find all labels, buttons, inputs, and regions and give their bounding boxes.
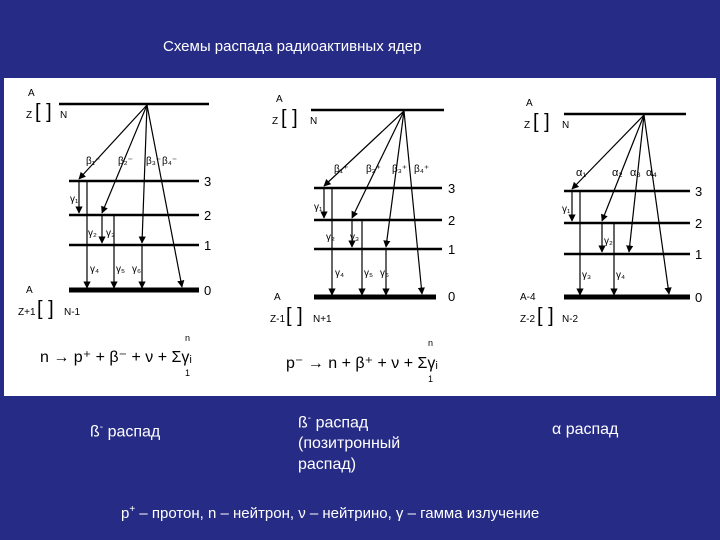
bp-gamma-label-6: γ₆ bbox=[380, 268, 390, 279]
bm-level-label-3: 3 bbox=[204, 174, 212, 189]
al-daughter-z: Z-2 bbox=[520, 314, 535, 325]
bp-daughter-z: Z-1 bbox=[270, 314, 285, 325]
caption-alpha: α распад bbox=[552, 421, 619, 438]
legend-rest: – протон, n – нейтрон, ν – нейтрино, γ – гамма излучение bbox=[135, 505, 540, 522]
caption-beta-minus-text: распад bbox=[103, 423, 161, 441]
bm-equation: n → p⁺ + β⁻ + ν + Σγᵢ bbox=[40, 349, 192, 366]
bp-equation: p⁻ → n + β⁺ + ν + Σγᵢ bbox=[286, 355, 438, 372]
bp-gamma-label-4: γ₄ bbox=[335, 268, 345, 279]
bm-parent-a: A bbox=[28, 88, 35, 99]
al-level-label-3: 3 bbox=[695, 184, 703, 199]
bm-gamma-label-4: γ₄ bbox=[90, 264, 100, 275]
legend-p: p bbox=[121, 505, 130, 522]
al-gamma-label-1: γ₁ bbox=[562, 204, 571, 215]
al-alpha-4-arrow bbox=[644, 115, 669, 294]
bm-beta-3-label: β₃⁻ bbox=[146, 156, 162, 167]
bm-parent-bracket: [ ] bbox=[35, 101, 52, 123]
al-parent-n: N bbox=[562, 120, 570, 131]
al-parent-a: A bbox=[526, 98, 533, 109]
slide-title: Схемы распада радиоактивных ядер bbox=[163, 38, 422, 55]
al-gamma-label-4: γ₄ bbox=[616, 270, 626, 281]
al-daughter-n: N-2 bbox=[562, 314, 579, 325]
caption-beta-plus-line1 bbox=[298, 408, 400, 433]
caption-beta-plus-line3: распад) bbox=[298, 456, 357, 474]
bm-parent-n: N bbox=[60, 110, 68, 121]
bp-parent-bracket: [ ] bbox=[281, 107, 298, 129]
bm-gamma-label-6: γ₆ bbox=[132, 264, 142, 275]
bp-daughter-n: N+1 bbox=[313, 314, 332, 325]
beta-minus-scheme bbox=[18, 88, 211, 378]
bm-daughter-z: Z+1 bbox=[18, 307, 36, 318]
al-level-label-0: 0 bbox=[695, 290, 703, 305]
caption-beta-plus-line2: (позитронный bbox=[298, 435, 401, 453]
bp-gamma-label-2: γ₂ bbox=[326, 232, 335, 243]
bm-beta-1-arrow bbox=[79, 105, 147, 179]
bm-gamma-label-1: γ₁ bbox=[70, 194, 79, 205]
al-parent-bracket: [ ] bbox=[533, 111, 550, 133]
al-gamma-label-3: γ₃ bbox=[582, 270, 592, 281]
caption-beta-minus bbox=[90, 417, 160, 442]
bp-beta-3-label: β₃⁺ bbox=[392, 164, 408, 175]
bm-sum-bottom: 1 bbox=[185, 368, 191, 378]
beta-plus-scheme bbox=[270, 94, 455, 384]
bp-beta-4-arrow bbox=[404, 111, 422, 294]
decay-schemes-panel bbox=[4, 78, 716, 396]
bm-gamma-label-5: γ₅ bbox=[116, 264, 126, 275]
al-alpha-2-label: α₂ bbox=[612, 167, 623, 179]
al-parent-z: Z bbox=[524, 120, 531, 131]
bp-daughter-bracket: [ ] bbox=[286, 305, 303, 327]
bm-level-label-0: 0 bbox=[204, 283, 212, 298]
bm-daughter-n: N-1 bbox=[64, 307, 81, 318]
bm-level-label-2: 2 bbox=[204, 208, 212, 223]
caption-beta-plus-text: распад bbox=[311, 414, 369, 432]
decay-schemes-svg bbox=[4, 78, 716, 396]
al-alpha-1-label: α₁ bbox=[576, 167, 587, 179]
caption-beta-plus bbox=[298, 408, 400, 475]
al-level-label-1: 1 bbox=[695, 247, 703, 262]
bp-beta-3-arrow bbox=[386, 111, 404, 247]
bp-sum-top: n bbox=[428, 338, 434, 348]
bp-level-label-1: 1 bbox=[448, 242, 456, 257]
caption-beta-minus-symbol: ß bbox=[90, 423, 100, 441]
bm-beta-4-arrow bbox=[147, 105, 182, 287]
bp-gamma-label-5: γ₅ bbox=[364, 268, 374, 279]
bp-beta-4-label: β₄⁺ bbox=[414, 164, 430, 175]
legend bbox=[121, 504, 539, 522]
bm-gamma-label-2: γ₂ bbox=[88, 228, 97, 239]
bp-gamma-label-3: γ₃ bbox=[350, 232, 360, 243]
al-alpha-3-label: α₃ bbox=[630, 167, 641, 179]
legend-p-sup: + bbox=[129, 504, 136, 515]
bp-parent-z: Z bbox=[272, 116, 279, 127]
bm-beta-3-arrow bbox=[142, 105, 147, 243]
al-level-label-2: 2 bbox=[695, 216, 703, 231]
bm-beta-4-label: β₄⁻ bbox=[162, 156, 178, 167]
bp-level-label-0: 0 bbox=[448, 289, 456, 304]
bm-daughter-a: A bbox=[26, 285, 33, 296]
caption-beta-plus-symbol: ß bbox=[298, 414, 308, 432]
bp-sum-bottom: 1 bbox=[428, 374, 434, 384]
al-alpha-4-label: α₄ bbox=[646, 167, 657, 179]
bp-gamma-label-1: γ₁ bbox=[314, 202, 323, 213]
al-daughter-bracket: [ ] bbox=[537, 305, 554, 327]
caption-beta-minus-sup: - bbox=[99, 422, 104, 433]
alpha-scheme bbox=[520, 98, 702, 327]
bm-sum-top: n bbox=[185, 333, 191, 343]
bp-parent-a: A bbox=[276, 94, 283, 105]
bm-gamma-label-3: γ₃ bbox=[106, 228, 116, 239]
bm-level-label-1: 1 bbox=[204, 238, 212, 253]
bm-parent-z: Z bbox=[26, 110, 33, 121]
bp-level-label-3: 3 bbox=[448, 181, 456, 196]
bp-parent-n: N bbox=[310, 116, 318, 127]
al-daughter-a: A-4 bbox=[520, 292, 536, 303]
bm-beta-2-label: β₂⁻ bbox=[118, 156, 133, 167]
bp-level-label-2: 2 bbox=[448, 213, 456, 228]
bp-beta-1-label: β₁⁺ bbox=[334, 164, 349, 175]
bp-beta-2-label: β₂⁺ bbox=[366, 164, 381, 175]
al-gamma-label-2: γ₂ bbox=[604, 236, 613, 247]
caption-beta-plus-sup: - bbox=[307, 413, 312, 424]
bp-daughter-a: A bbox=[274, 292, 281, 303]
bm-beta-1-label: β₁⁻ bbox=[86, 156, 101, 167]
bm-daughter-bracket: [ ] bbox=[37, 298, 54, 320]
